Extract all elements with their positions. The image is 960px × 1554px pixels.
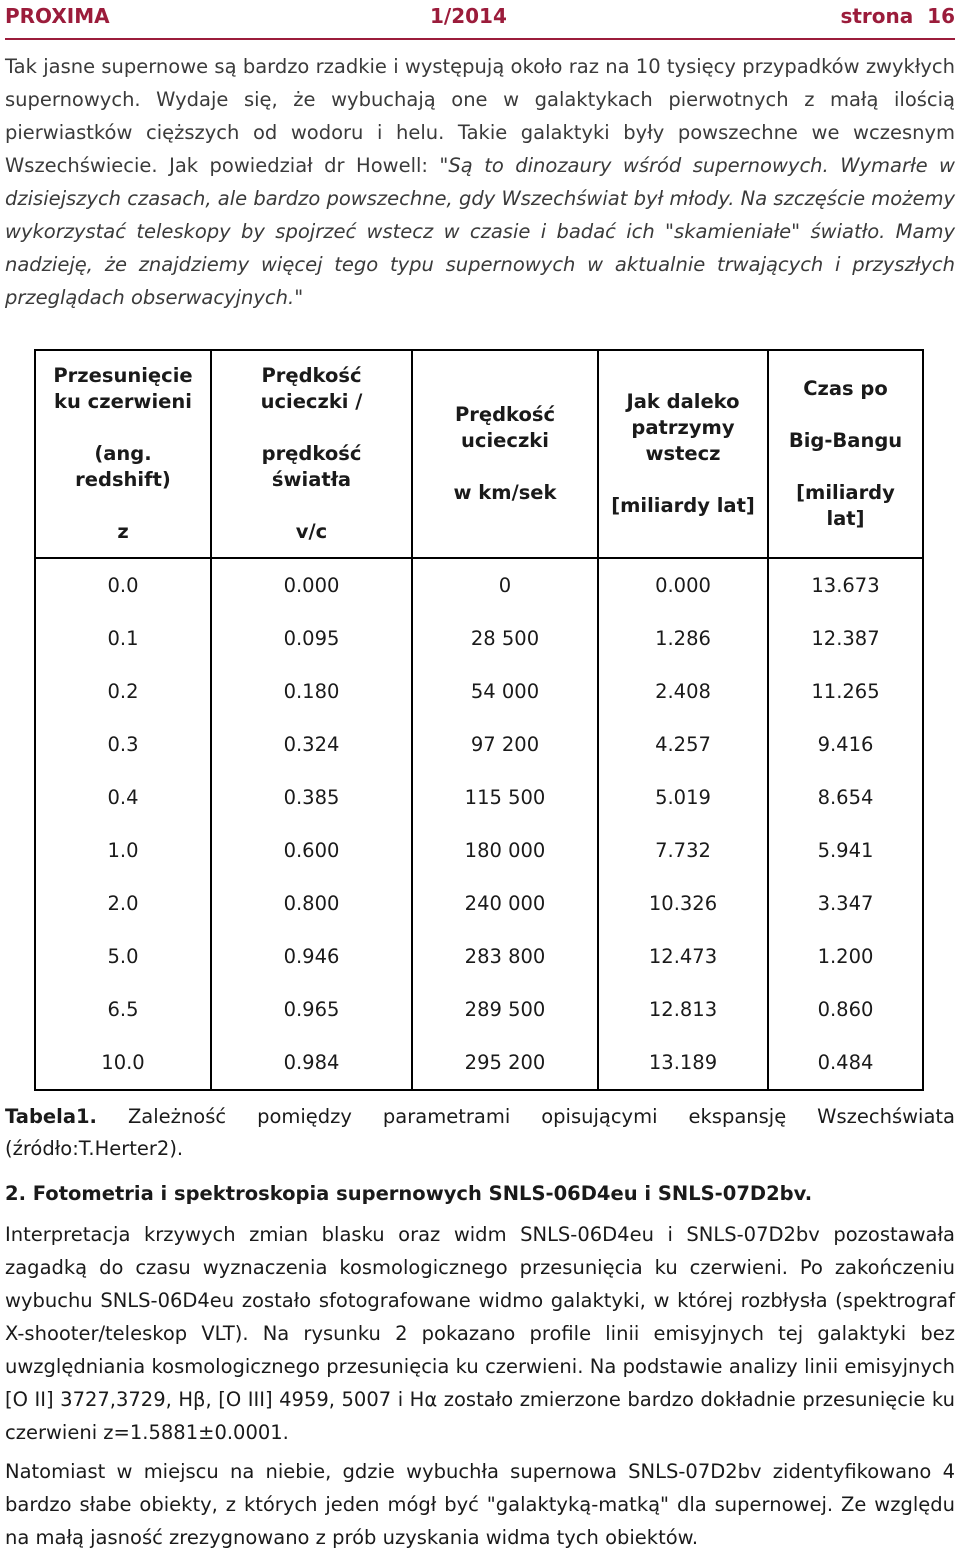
table-row	[35, 665, 923, 718]
table-cell: 0.324	[211, 718, 412, 771]
section-heading: 2. Fotometria i spektroskopia supernowych SNLS-06D4eu i SNLS-07D2bv.	[5, 1182, 813, 1205]
header-line: prędkość	[261, 442, 362, 465]
header-spacer	[40, 415, 206, 441]
table-cell: 28 500	[412, 612, 598, 665]
table-cell: 10.326	[598, 877, 768, 930]
table-cell: 12.813	[598, 983, 768, 1036]
paragraph-host-galaxy: Natomiast w miejscu na niebie, gdzie wybuchła supernowa SNLS-07D2bv zidentyfikowano 4 bardzo słabe obiekty, z których jeden mógł być "galaktyką-matką" dla supernowej. Ze względu na małą jasność zrezygnowano z prób uzyskania widma tych obiektów.	[5, 1460, 955, 1549]
table-cell: 9.416	[768, 718, 923, 771]
table-row	[35, 718, 923, 771]
caption-source: (źródło:T.Herter2).	[5, 1137, 184, 1160]
table-cell: 5.019	[598, 771, 768, 824]
issue-number: 1/2014	[430, 4, 507, 28]
table-row	[35, 612, 923, 665]
table-cell: 3.347	[768, 877, 923, 930]
paragraph-spectroscopy: Interpretacja krzywych zmian blasku oraz widm SNLS-06D4eu i SNLS-07D2bv pozostawała zagadką do czasu wyznaczenia kosmologicznego przesunięcia ku czerwieni. Po zakończeniu wybuchu SNLS-06D4eu zostało sfotografowane widmo galaktyki, w której rozbłysła (spektrograf X-shooter/teleskop VLT). Na rysunku 2 pokazano profile linii emisyjnych tej galaktyki bez uwzględniania kosmologicznego przesunięcia ku czerwieni. Na podstawie analizy linii emisyjnych [O II] 3727,3729, Hβ, [O III] 4959, 5007 i Hα zostało zmierzone bardzo dokładnie przesunięcie ku czerwieni z=1.5881±0.0001.	[5, 1223, 955, 1444]
column-header	[35, 350, 211, 558]
intro-paragraph	[5, 50, 955, 314]
table-cell: 12.473	[598, 930, 768, 983]
header-line: światła	[271, 468, 352, 491]
table-cell: 0.180	[211, 665, 412, 718]
header-line: ucieczki	[461, 429, 549, 452]
table-cell: 5.0	[35, 930, 211, 983]
column-header	[211, 350, 412, 558]
table-cell: 289 500	[412, 983, 598, 1036]
header-spacer	[773, 454, 918, 480]
header-line: Big-Bangu	[788, 429, 903, 452]
table-row	[35, 930, 923, 983]
header-line: Czas po	[803, 377, 888, 400]
table-cell: 11.265	[768, 665, 923, 718]
table-cell: 12.387	[768, 612, 923, 665]
header-line: patrzymy	[631, 416, 735, 439]
table-cell: 0.000	[598, 558, 768, 612]
table-row	[35, 771, 923, 824]
header-line: w km/sek	[453, 481, 557, 504]
header-line: Przesunięcie	[53, 364, 193, 387]
table-cell: 0.000	[211, 558, 412, 612]
header-spacer	[40, 493, 206, 519]
header-spacer	[603, 467, 763, 493]
table-cell: 6.5	[35, 983, 211, 1036]
table-cell: 5.941	[768, 824, 923, 877]
header-line: z	[117, 520, 129, 543]
table-row	[35, 558, 923, 612]
header-line: [miliardy	[796, 481, 895, 504]
table-cell: 13.189	[598, 1036, 768, 1090]
table-cell: 1.0	[35, 824, 211, 877]
table-cell: 0.3	[35, 718, 211, 771]
table-header-row	[35, 350, 923, 558]
header-divider	[5, 38, 955, 40]
header-line: [miliardy lat]	[611, 494, 755, 517]
table-cell: 54 000	[412, 665, 598, 718]
table-cell: 0.1	[35, 612, 211, 665]
table-cell: 180 000	[412, 824, 598, 877]
table-cell: 0.0	[35, 558, 211, 612]
table-cell: 97 200	[412, 718, 598, 771]
table-cell: 283 800	[412, 930, 598, 983]
header-line: ucieczki /	[260, 390, 363, 413]
table-cell: 2.0	[35, 877, 211, 930]
header-spacer	[417, 454, 593, 480]
intro-text: Tak jasne supernowe są bardzo rzadkie i występują około raz na 10 tysięcy przypadków zwykłych supernowych. Wydaje się, że wybuchają one w galaktykach pierwotnych z małą ilością pierwiastków cięższych od wodoru i helu. Takie galaktyki były powszechne we wczesnym Wszechświecie. Jak powiedział dr Howell: "	[5, 55, 955, 177]
table-cell: 1.200	[768, 930, 923, 983]
column-header	[412, 350, 598, 558]
table-cell: 2.408	[598, 665, 768, 718]
table-cell: 0.2	[35, 665, 211, 718]
table-row	[35, 877, 923, 930]
caption-text: Zależność pomiędzy parametrami opisującymi ekspansję Wszechświata	[127, 1105, 956, 1128]
table-body	[35, 558, 923, 1090]
table-cell: 0.800	[211, 877, 412, 930]
table-cell: 8.654	[768, 771, 923, 824]
header-line: Prędkość	[454, 403, 556, 426]
table-caption	[5, 1101, 955, 1133]
column-header	[598, 350, 768, 558]
header-spacer	[216, 415, 407, 441]
caption-label: Tabela1.	[5, 1105, 97, 1128]
table-cell: 0.095	[211, 612, 412, 665]
quote-close: "	[294, 286, 304, 309]
header-spacer	[773, 402, 918, 428]
table-cell: 0.385	[211, 771, 412, 824]
table-cell: 0.984	[211, 1036, 412, 1090]
table-cell: 0.965	[211, 983, 412, 1036]
table-cell: 240 000	[412, 877, 598, 930]
table-row	[35, 824, 923, 877]
table-cell: 295 200	[412, 1036, 598, 1090]
header-line: ku czerwieni	[54, 390, 192, 413]
table-cell: 1.286	[598, 612, 768, 665]
header-line: Prędkość	[261, 364, 362, 387]
header-line: v/c	[295, 520, 328, 543]
table-cell: 4.257	[598, 718, 768, 771]
table-cell: 0.600	[211, 824, 412, 877]
table-cell: 0.4	[35, 771, 211, 824]
header-line: lat]	[826, 507, 865, 530]
table-cell: 0.946	[211, 930, 412, 983]
table-cell: 13.673	[768, 558, 923, 612]
header-spacer	[216, 493, 407, 519]
table-cell: 0.860	[768, 983, 923, 1036]
header-line: redshift)	[75, 468, 171, 491]
table-cell: 0	[412, 558, 598, 612]
page-header	[5, 4, 955, 32]
header-line: Jak daleko	[626, 390, 740, 413]
table-cell: 7.732	[598, 824, 768, 877]
column-header	[768, 350, 923, 558]
howell-quote: Są to dinozaury wśród supernowych. Wymarłe w dzisiejszych czasach, ale bardzo powszechne, gdy Wszechświat był młody. Na szczęście możemy wykorzystać teleskopy by spojrzeć wstecz w czasie i badać ich "skamieniałe" światło. Mamy nadzieję, że znajdziemy więcej tego typu supernowych w aktualnie trwających i przyszłych przeglądach obserwacyjnych.	[5, 154, 955, 309]
table-row	[35, 983, 923, 1036]
table-cell: 10.0	[35, 1036, 211, 1090]
header-line: wstecz	[645, 442, 721, 465]
journal-title: PROXIMA	[5, 4, 110, 28]
redshift-table	[34, 349, 924, 1091]
table-cell: 115 500	[412, 771, 598, 824]
table-row	[35, 1036, 923, 1090]
page-number: strona 16	[840, 4, 955, 28]
header-line: (ang.	[94, 442, 152, 465]
table-cell: 0.484	[768, 1036, 923, 1090]
